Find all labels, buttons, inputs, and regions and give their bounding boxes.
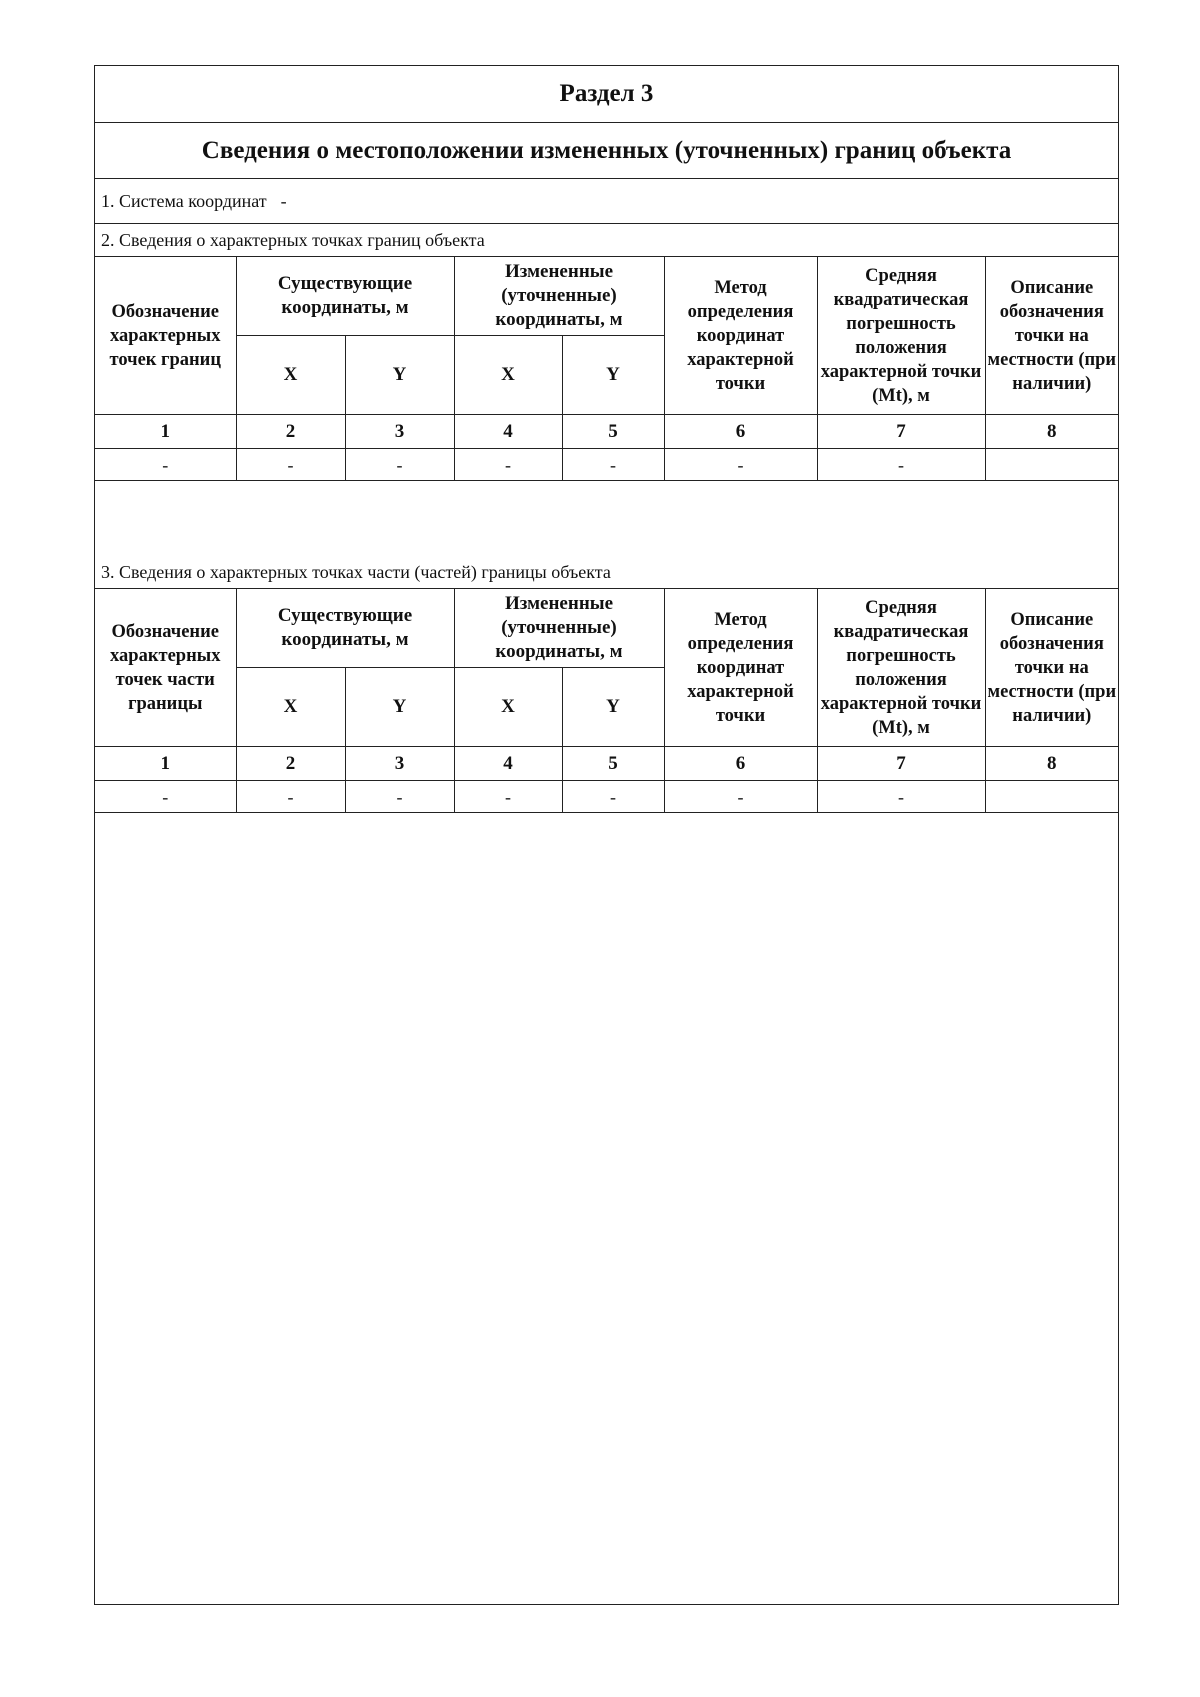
section-title-row [95,66,1118,123]
column-number: 6 [664,747,817,781]
col-existing-coords-header: Существующие координаты, м [236,257,454,336]
table-cell: - [236,781,345,813]
column-number: 7 [817,747,985,781]
table-cell: - [664,781,817,813]
column-number: 8 [985,747,1118,781]
coordinate-system-value: - [280,190,287,211]
document-frame [94,65,1119,1605]
column-number: 3 [345,415,454,449]
column-number: 1 [95,415,236,449]
table-cell: - [817,781,985,813]
coordinate-system-label: 1. Система координат [101,190,267,211]
column-number: 4 [454,747,562,781]
col-error-header: Средняя квадратическая погрешность положения характерной точки (Mt), м [817,589,985,747]
coordinate-system-row [95,179,1118,224]
col-description-header: Описание обозначения точки на местности (при наличии) [985,589,1118,747]
changed-x-header: X [454,336,562,415]
table-cell [985,449,1118,481]
column-number: 3 [345,747,454,781]
section-title: Раздел 3 [559,80,654,107]
existing-y-header: Y [345,668,454,747]
changed-x-header: X [454,668,562,747]
section-subtitle-row [95,123,1118,179]
column-number: 4 [454,415,562,449]
col-existing-coords-header: Существующие координаты, м [236,589,454,668]
table-cell: - [95,449,236,481]
existing-y-header: Y [345,336,454,415]
col-method-header: Метод определения координат характерной точки [664,257,817,415]
col-designation-header: Обозначение характерных точек границ [95,257,236,415]
boundary-points-table [95,224,1118,481]
table-cell [985,781,1118,813]
col-changed-coords-header: Измененные (уточненные) координаты, м [454,589,664,668]
table-row [95,781,1118,813]
table-cell: - [562,781,664,813]
changed-y-header: Y [562,668,664,747]
section-subtitle: Сведения о местоположении измененных (уточненных) границ объекта [201,136,1012,164]
existing-x-header: X [236,668,345,747]
table-cell: - [236,449,345,481]
table-cell: - [454,449,562,481]
column-number: 2 [236,415,345,449]
col-description-header: Описание обозначения точки на местности (при наличии) [985,257,1118,415]
table-cell: - [817,449,985,481]
column-number: 6 [664,415,817,449]
col-changed-coords-header: Измененные (уточненные) координаты, м [454,257,664,336]
col-designation-header: Обозначение характерных точек части границы [95,589,236,747]
boundary-points-section-label: 2. Сведения о характерных точках границ объекта [95,224,1118,257]
existing-x-header: X [236,336,345,415]
boundary-part-points-section-label: 3. Сведения о характерных точках части (частей) границы объекта [95,556,1118,589]
changed-y-header: Y [562,336,664,415]
table-cell: - [95,781,236,813]
table-cell: - [664,449,817,481]
column-number: 2 [236,747,345,781]
table-cell: - [562,449,664,481]
boundary-part-points-table [95,556,1118,813]
column-number: 8 [985,415,1118,449]
table-cell: - [345,449,454,481]
column-number: 1 [95,747,236,781]
table-cell: - [454,781,562,813]
col-error-header: Средняя квадратическая погрешность положения характерной точки (Mt), м [817,257,985,415]
column-number: 5 [562,415,664,449]
column-number: 7 [817,415,985,449]
table-cell: - [345,781,454,813]
column-number: 5 [562,747,664,781]
col-method-header: Метод определения координат характерной точки [664,589,817,747]
table-row [95,449,1118,481]
